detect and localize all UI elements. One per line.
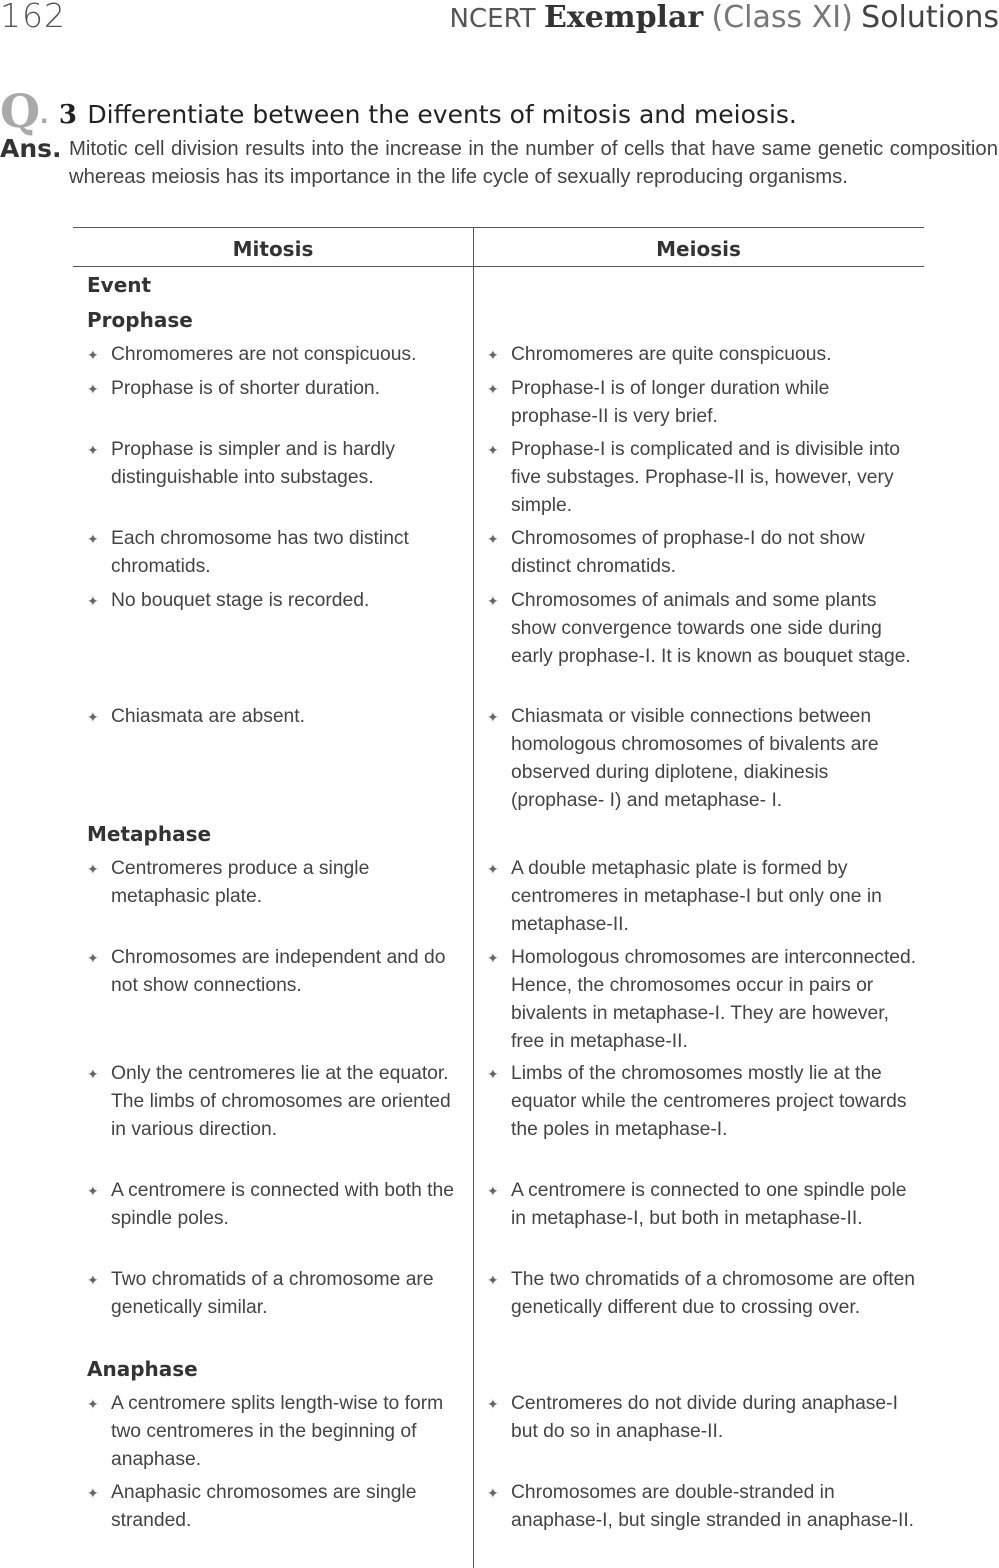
table-cell-meiosis: ✦ Homologous chromosomes are interconnected. Hence, the chromosomes occur in pairs or bivalents in metaphase-I. They are however, free in metaphase-II.: [487, 944, 917, 1056]
bullet-icon: ✦: [487, 861, 499, 877]
question-letter: Q: [0, 84, 41, 138]
page-header: [0, 0, 999, 40]
bullet-icon: ✦: [87, 593, 99, 609]
table-cell-meiosis: ✦ Chiasmata or visible connections between homologous chromosomes of bivalents are observed during diplotene, diakinesis (prophase- I) and metaphase- I.: [487, 703, 917, 815]
running-head-class: (Class XI): [711, 0, 853, 35]
table-cell-mitosis: ✦ Prophase is of shorter duration.: [87, 375, 457, 403]
running-head-solutions: Solutions: [861, 0, 999, 35]
table-cell-meiosis: ✦ Limbs of the chromosomes mostly lie at the equator while the centromeres project towards the poles in metaphase-I.: [487, 1060, 917, 1144]
bullet-icon: ✦: [487, 1396, 499, 1412]
bullet-icon: ✦: [87, 1183, 99, 1199]
table-cell-mitosis: ✦ Chromosomes are independent and do not show connections.: [87, 944, 457, 1000]
section-label-prophase: Prophase: [87, 308, 193, 332]
question-text: Differentiate between the events of mitosis and meiosis.: [87, 100, 797, 129]
question-heading: [0, 84, 797, 138]
table-cell-meiosis: ✦ Chromomeres are quite conspicuous.: [487, 341, 917, 369]
table-cell-mitosis: ✦ Anaphasic chromosomes are single stranded.: [87, 1479, 457, 1535]
bullet-icon: ✦: [87, 1396, 99, 1412]
table-cell-meiosis: ✦ Chromosomes of animals and some plants show convergence towards one side during early prophase-I. It is known as bouquet stage.: [487, 587, 917, 671]
table-header-row: [73, 228, 924, 267]
table-cell-mitosis: ✦ A centromere is connected with both the spindle poles.: [87, 1177, 457, 1233]
bullet-icon: ✦: [487, 1272, 499, 1288]
table-cell-mitosis: ✦ A centromere splits length-wise to form two centromeres in the beginning of anaphase.: [87, 1390, 457, 1474]
table-cell-mitosis-extra: The limbs of chromosomes are oriented in various direction.: [111, 1091, 451, 1140]
comparison-table: [73, 227, 924, 1568]
table-cell-meiosis: ✦ Prophase-I is of longer duration while prophase-II is very brief.: [487, 375, 917, 431]
bullet-icon: ✦: [487, 1066, 499, 1082]
table-cell-mitosis: ✦ Chromomeres are not conspicuous.: [87, 341, 457, 369]
table-cell-meiosis: ✦ Chromosomes are double-stranded in anaphase-I, but single stranded in anaphase-II.: [487, 1479, 917, 1535]
table-cell-mitosis: ✦ Each chromosome has two distinct chromatids.: [87, 525, 457, 581]
table-cell-mitosis: ✦ Chiasmata are absent.: [87, 703, 457, 731]
answer-label: Ans.: [0, 134, 62, 163]
running-head-series: Exemplar: [543, 0, 704, 35]
bullet-icon: ✦: [87, 1272, 99, 1288]
page-number: 162: [0, 0, 66, 35]
column-header-mitosis: Mitosis: [232, 237, 314, 261]
bullet-icon: ✦: [487, 950, 499, 966]
section-label-event: Event: [87, 273, 152, 297]
bullet-icon: ✦: [87, 347, 99, 363]
table-cell-meiosis: ✦ A double metaphasic plate is formed by centromeres in metaphase-I but only one in metaphase-II.: [487, 855, 917, 939]
bullet-icon: ✦: [87, 442, 99, 458]
bullet-icon: ✦: [487, 593, 499, 609]
table-cell-meiosis: ✦ Prophase-I is complicated and is divisible into five substages. Prophase-II is, however, very simple.: [487, 436, 917, 520]
bullet-icon: ✦: [87, 381, 99, 397]
bullet-icon: ✦: [87, 950, 99, 966]
answer-intro: Mitotic cell division results into the increase in the number of cells that have same genetic composition whereas meiosis has its importance in the life cycle of sexually reproducing organisms.: [69, 138, 998, 188]
table-cell-mitosis: ✦ Centromeres produce a single metaphasic plate.: [87, 855, 457, 911]
table-cell-mitosis: ✦ Prophase is simpler and is hardly distinguishable into substages.: [87, 436, 457, 492]
bullet-icon: ✦: [87, 709, 99, 725]
bullet-icon: ✦: [487, 709, 499, 725]
table-cell-mitosis: ✦ Two chromatids of a chromosome are genetically similar.: [87, 1266, 457, 1322]
section-label-metaphase: Metaphase: [87, 822, 212, 846]
running-head-publisher: NCERT: [449, 4, 536, 34]
bullet-icon: ✦: [487, 1183, 499, 1199]
bullet-icon: ✦: [87, 1485, 99, 1501]
bullet-icon: ✦: [487, 1485, 499, 1501]
bullet-icon: ✦: [87, 861, 99, 877]
running-head: [450, 0, 999, 35]
bullet-icon: ✦: [487, 442, 499, 458]
question-number: 3: [58, 100, 77, 130]
bullet-icon: ✦: [87, 1066, 99, 1082]
table-cell-meiosis: ✦ A centromere is connected to one spindle pole in metaphase-I, but both in metaphase-II.: [487, 1177, 917, 1233]
table-cell-mitosis: ✦ No bouquet stage is recorded.: [87, 587, 457, 615]
question-dot: .: [40, 97, 49, 130]
bullet-icon: ✦: [487, 381, 499, 397]
table-cell-meiosis: ✦ Chromosomes of prophase-I do not show distinct chromatids.: [487, 525, 917, 581]
section-label-anaphase: Anaphase: [87, 1357, 198, 1381]
bullet-icon: ✦: [487, 531, 499, 547]
bullet-icon: ✦: [487, 347, 499, 363]
table-cell-meiosis: ✦ The two chromatids of a chromosome are often genetically different due to crossing over.: [487, 1266, 917, 1322]
table-cell-meiosis: ✦ Centromeres do not divide during anaphase-I but do so in anaphase-II.: [487, 1390, 917, 1446]
bullet-icon: ✦: [87, 531, 99, 547]
column-header-meiosis: Meiosis: [656, 237, 741, 261]
table-cell-mitosis: ✦ Only the centromeres lie at the equator. The limbs of chromosomes are oriented in various direction.: [87, 1060, 457, 1144]
column-divider: [473, 228, 474, 1568]
